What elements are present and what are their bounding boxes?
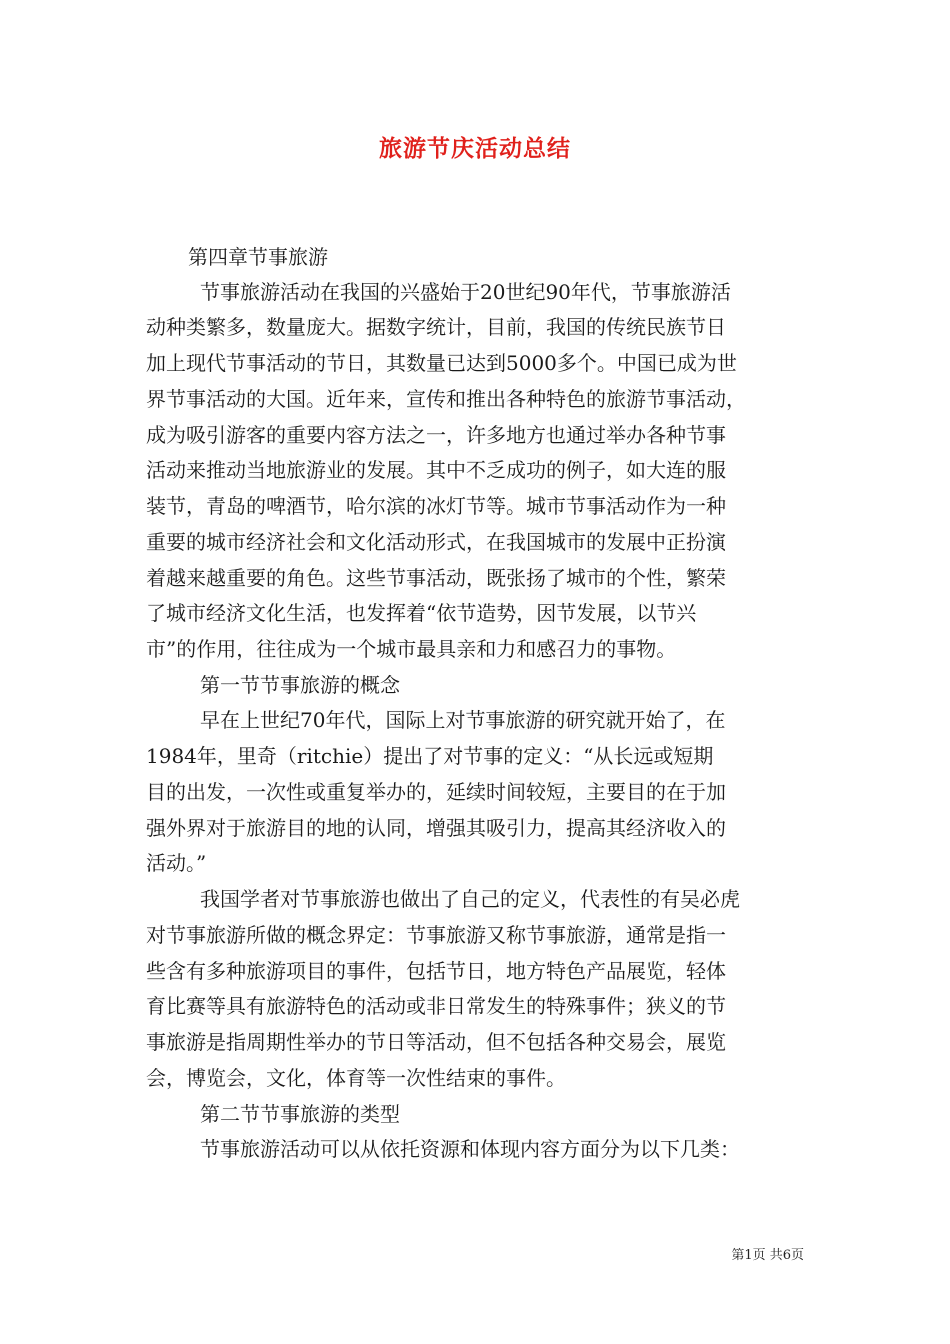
- paragraph-line: 成为吸引游客的重要内容方法之一，许多地方也通过举办各种节事: [146, 423, 726, 447]
- page-number: 第1页 共6页: [731, 1248, 804, 1263]
- chapter-heading: 第四章节事旅游: [188, 245, 328, 269]
- paragraph-line: 节事旅游活动可以从依托资源和体现内容方面分为以下几类：: [200, 1137, 740, 1161]
- paragraph-line: 活动来推动当地旅游业的发展。其中不乏成功的例子，如大连的服: [146, 458, 726, 482]
- document-title: 旅游节庆活动总结: [379, 135, 571, 162]
- paragraph-line: 1984年，里奇（ritchie）提出了对节事的定义：“从长远或短期: [146, 744, 714, 768]
- paragraph-line: 动种类繁多，数量庞大。据数字统计，目前，我国的传统民族节日: [146, 315, 726, 339]
- paragraph-line: 育比赛等具有旅游特色的活动或非日常发生的特殊事件；狭义的节: [146, 994, 726, 1018]
- section-heading: 第二节节事旅游的类型: [200, 1102, 400, 1126]
- section-heading: 第一节节事旅游的概念: [200, 673, 400, 697]
- paragraph-line: 事旅游是指周期性举办的节日等活动，但不包括各种交易会，展览: [146, 1030, 726, 1054]
- paragraph-line: 装节，青岛的啤酒节，哈尔滨的冰灯节等。城市节事活动作为一种: [146, 494, 726, 518]
- paragraph-line: 着越来越重要的角色。这些节事活动，既张扬了城市的个性，繁荣: [146, 566, 726, 590]
- paragraph-line: 界节事活动的大国。近年来，宣传和推出各种特色的旅游节事活动，: [146, 387, 746, 411]
- paragraph-line: 重要的城市经济社会和文化活动形式，在我国城市的发展中正扮演: [146, 530, 726, 554]
- paragraph-line: 对节事旅游所做的概念界定：节事旅游又称节事旅游，通常是指一: [146, 923, 726, 947]
- paragraph-line: 早在上世纪70年代，国际上对节事旅游的研究就开始了，在: [200, 708, 726, 732]
- paragraph-line: 目的出发，一次性或重复举办的，延续时间较短，主要目的在于加: [146, 780, 726, 804]
- paragraph-line: 市”的作用，往往成为一个城市最具亲和力和感召力的事物。: [146, 637, 677, 661]
- paragraph-line: 节事旅游活动在我国的兴盛始于20世纪90年代，节事旅游活: [200, 280, 731, 304]
- paragraph-line: 会，博览会，文化，体育等一次性结束的事件。: [146, 1066, 566, 1090]
- paragraph-line: 些含有多种旅游项目的事件，包括节日，地方特色产品展览，轻体: [146, 959, 726, 983]
- paragraph-line: 了城市经济文化生活，也发挥着“依节造势，因节发展，以节兴: [146, 601, 697, 625]
- paragraph-line: 强外界对于旅游目的地的认同，增强其吸引力，提高其经济收入的: [146, 816, 726, 840]
- paragraph-line: 我国学者对节事旅游也做出了自己的定义，代表性的有吴必虎: [200, 887, 740, 911]
- paragraph-line: 加上现代节事活动的节日，其数量已达到5000多个。中国已成为世: [146, 351, 737, 375]
- paragraph-line: 活动。”: [146, 851, 207, 875]
